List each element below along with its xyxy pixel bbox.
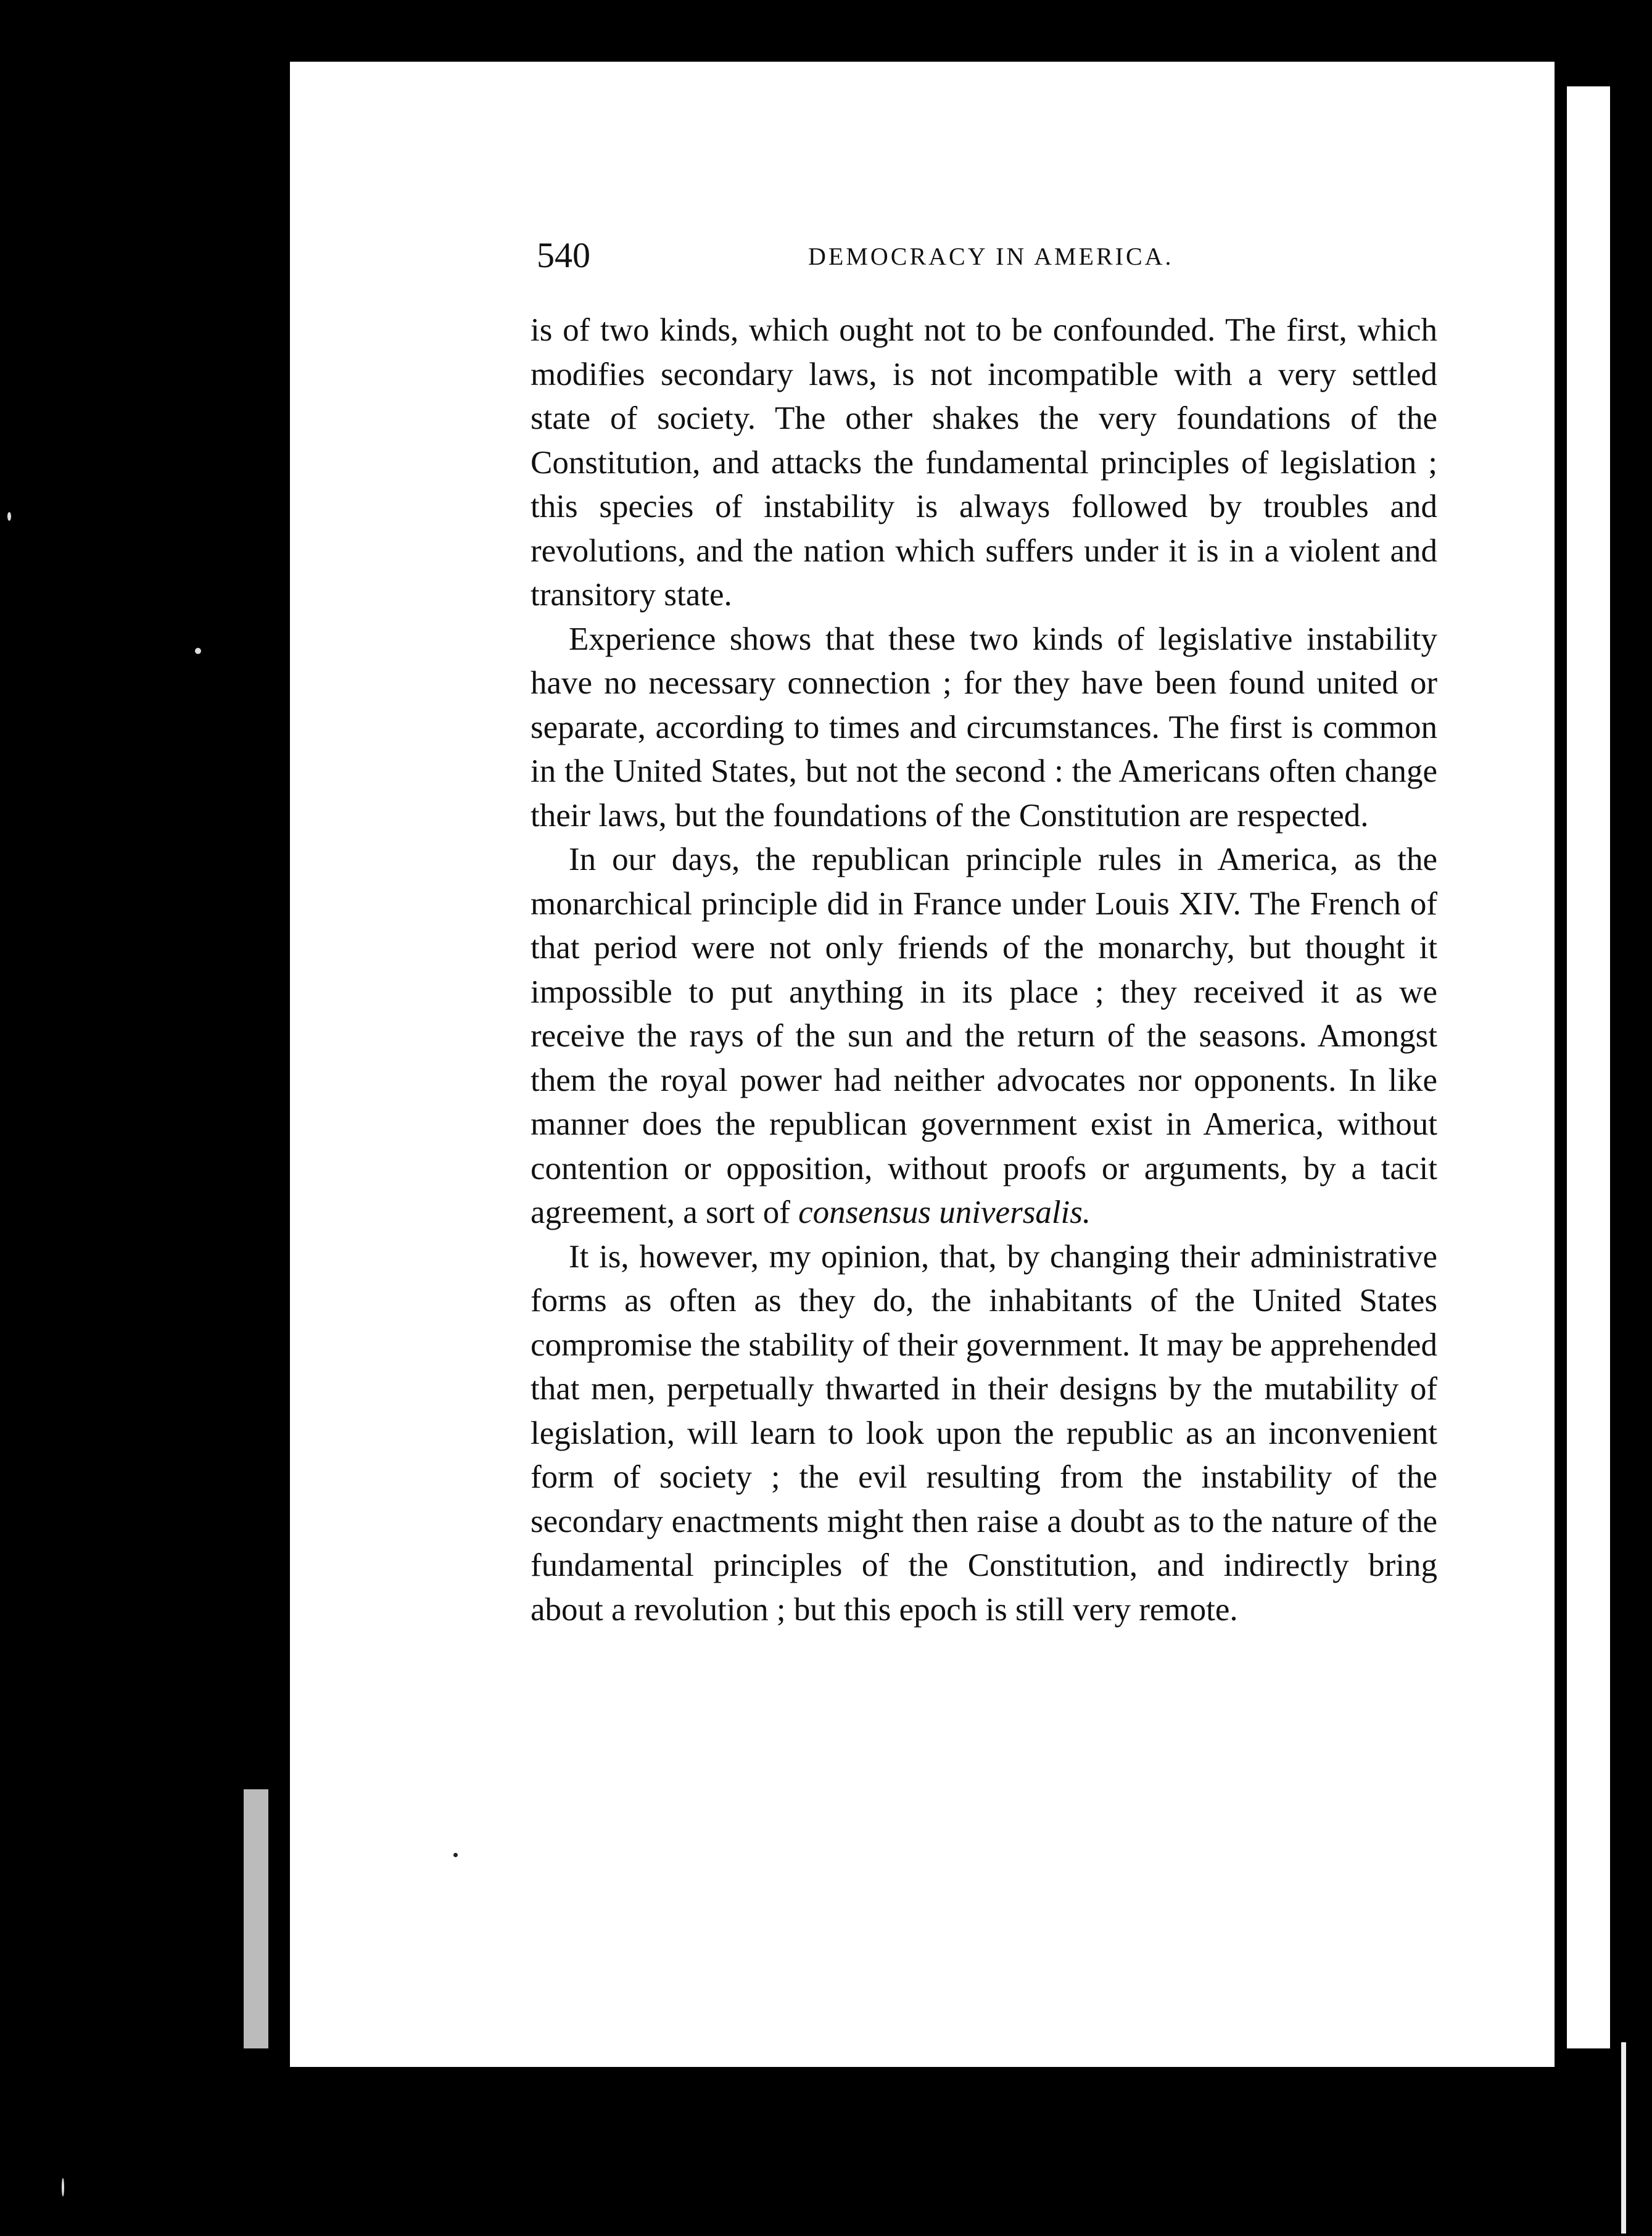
paragraph-text: In our days, the republican principle rules in America, as the monarchical principle did in France under Louis XIV. The French of that period were not only friends of the monarchy, but thought it impossible to put anything in its place ; they received it as we receive the rays of the sun and the return of the seasons. Amongst them the royal power had neither advocates nor opponents. In like manner does the republican government exist in America, without contention or opposition, without proofs or arguments, by a tacit agreement, a sort of	[531, 842, 1437, 1230]
paragraph	[531, 838, 1437, 1235]
page-number: 540	[537, 235, 590, 275]
paragraph-continued: is of two kinds, which ought not to be confounded. The first, which modifies secondary laws, is not incompatible with a very settled state of society. The other shakes the very foundations of the Constitution, and attacks the fundamental principles of legislation ; this species of instability is always followed by troubles and revolutions, and the nation which suffers under it is in a violent and transitory state.	[531, 312, 1437, 613]
paragraph: It is, however, my opinion, that, by changing their administrative forms as often as they do, the inhabitants of the United States compromise the stability of their government. It may be apprehended that men, perpetually thwarted in their designs by the mutability of legislation, will learn to look upon the republic as an inconvenient form of society ; the evil resulting from the instability of the secondary enactments might then raise a doubt as to the nature of the fundamental principles of the Constitution, and indirectly bring about a revolution ; but this epoch is still very remote.	[531, 1238, 1437, 1628]
scan-edge-line	[1621, 2042, 1626, 2234]
scan-speck	[453, 1853, 458, 1857]
page-binding-shadow	[244, 1789, 268, 2048]
page-header	[537, 234, 1468, 284]
running-head: DEMOCRACY IN AMERICA.	[808, 242, 1174, 270]
paragraph: Experience shows that these two kinds of legislative instability have no necessary connection ; for they have been found united or separate, according to times and circumstances. The first is common in the United States, but not the second : the Americans often change their laws, but the foundations of the Constitution are respected.	[531, 621, 1437, 834]
scan-speck	[195, 648, 201, 654]
latin-phrase: consensus universalis.	[798, 1195, 1091, 1230]
facing-page-edge	[1567, 86, 1610, 2048]
page-body	[531, 308, 1437, 1632]
scan-speck	[7, 512, 11, 521]
scan-speck	[62, 2178, 64, 2197]
